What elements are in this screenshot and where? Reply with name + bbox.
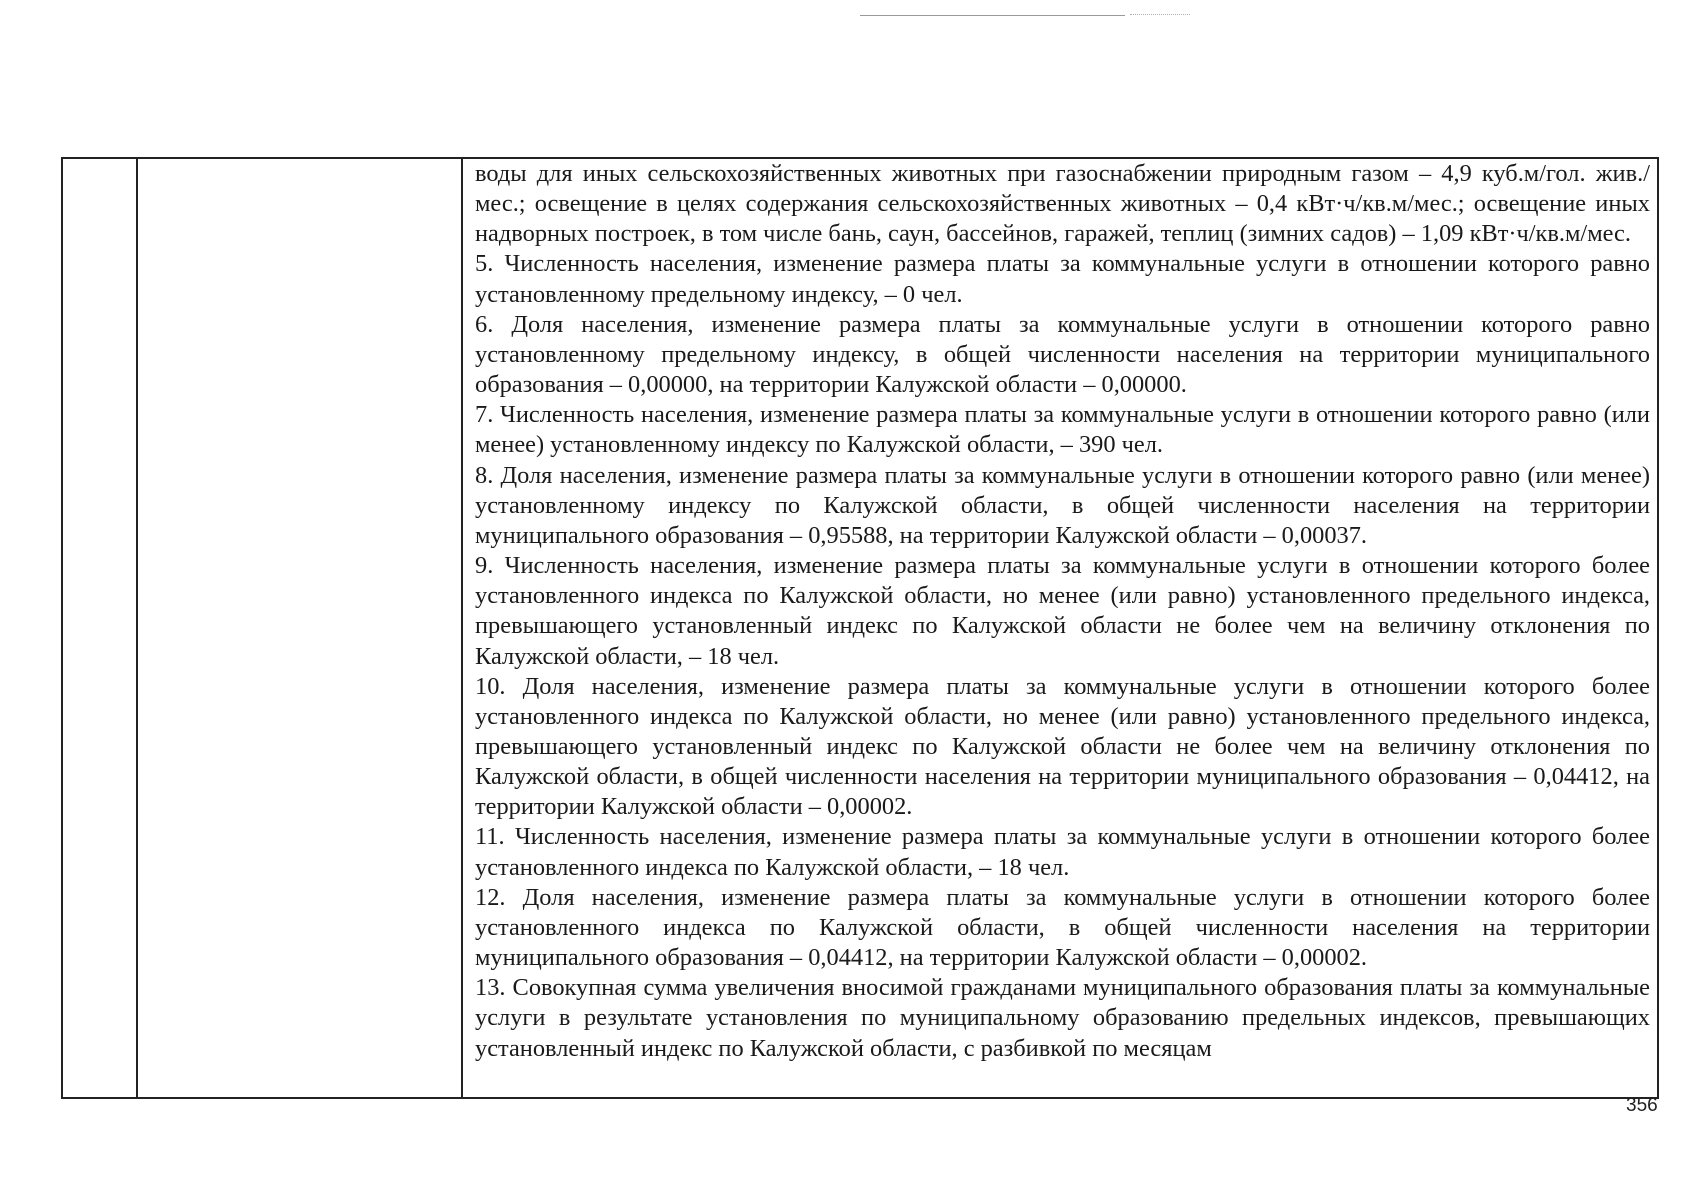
table-column-name	[138, 159, 463, 1097]
paragraph-item-7: 7. Численность населения, изменение размера платы за коммунальные услуги в отношении которого равно (или менее) установленному индексу по Калужской области, – 390 чел.	[475, 401, 1650, 459]
table-column-content	[463, 159, 1657, 1097]
document-table	[61, 157, 1659, 1099]
paragraph-item-5: 5. Численность населения, изменение размера платы за коммунальные услуги в отношении которого равно установленному предельному индексу, – 0 чел.	[475, 250, 1650, 308]
header-rule	[860, 15, 1125, 16]
paragraph-item-11: 11. Численность населения, изменение размера платы за коммунальные услуги в отношении которого более установленного индекса по Калужской области, – 18 чел.	[475, 823, 1650, 881]
paragraph-item-12: 12. Доля населения, изменение размера платы за коммунальные услуги в отношении которого более установленного индекса по Калужской области, в общей численности населения на территории муниципального образования – 0,04412, на территории Калужской области – 0,00002.	[475, 883, 1650, 972]
paragraph-item-8: 8. Доля населения, изменение размера платы за коммунальные услуги в отношении которого равно (или менее) установленному индексу по Калужской области, в общей численности населения на территории муниципального образования – 0,95588, на территории Калужской области – 0,00037.	[475, 461, 1650, 549]
paragraph-continuation: воды для иных сельскохозяйственных животных при газоснабжении природным газом – 4,9 куб.м/гол. жив./мес.; освещение в целях содержания сельскохозяйственных животных – 0,4 кВт·ч/кв.м/мес.; освещение иных надворных построек, в том числе бань, саун, бассейнов, гаражей, теплиц (зимних садов) – 1,09 кВт·ч/кв.м/мес.	[475, 160, 1650, 248]
header-rule-dots	[1130, 14, 1190, 17]
paragraph-item-6: 6. Доля населения, изменение размера платы за коммунальные услуги в отношении которого равно установленному предельному индексу, в общей численности населения на территории муниципального образования – 0,00000, на территории Калужской области – 0,00000.	[475, 310, 1650, 399]
page-number: 356	[1626, 1095, 1658, 1116]
paragraph-item-10: 10. Доля населения, изменение размера платы за коммунальные услуги в отношении которого более установленного индекса по Калужской области, но менее (или равно) установленного предельного индекса, превышающего установленный индекс по Калужской области не более чем на величину отклонения по Калужской области, в общей численности населения на территории муниципального образования – 0,04412, на территории Калужской области – 0,00002.	[475, 672, 1650, 821]
paragraph-item-13: 13. Совокупная сумма увеличения вносимой гражданами муниципального образования платы за коммунальные услуги в результате установления по муниципальному образованию предельных индексов, превышающих установленный индекс по Калужской области, с разбивкой по месяцам	[475, 974, 1650, 1062]
paragraph-item-9: 9. Численность населения, изменение размера платы за коммунальные услуги в отношении которого более установленного индекса по Калужской области, но менее (или равно) установленного предельного индекса, превышающего установленный индекс по Калужской области не более чем на величину отклонения по Калужской области, – 18 чел.	[475, 552, 1650, 670]
table-column-number	[63, 159, 138, 1097]
